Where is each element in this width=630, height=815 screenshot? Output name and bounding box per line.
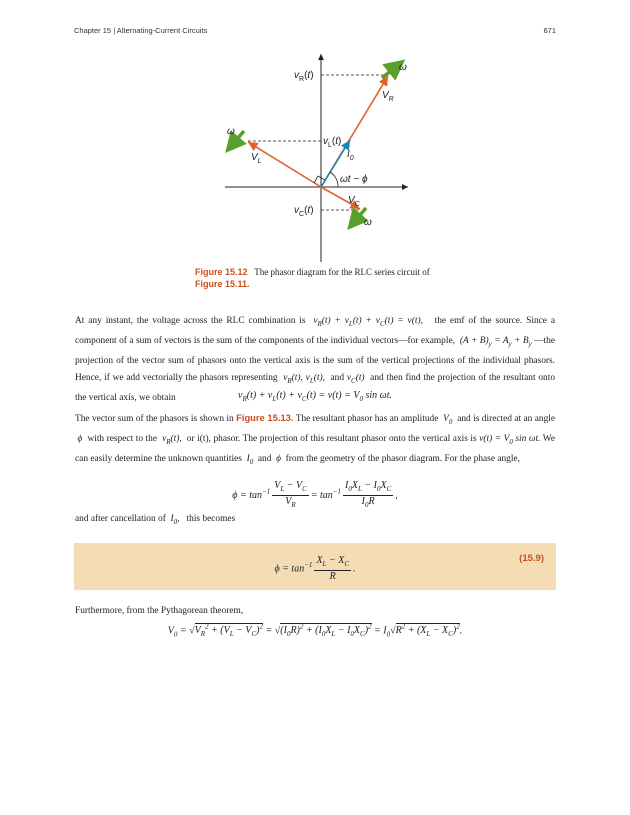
VR-label: $V_R$ [382, 90, 394, 103]
para2-text-b: The resultant phasor has an amplitude [295, 414, 439, 424]
equation-phase: $\phi = \tan^{-1}$ $\frac{V_L - V_C}{V_R}$ = $\tan^{-1}$ $\frac{I_0X_L - I_0X_C}{I_0R}$ , [232, 480, 398, 509]
omega-label: ω [227, 126, 235, 137]
figure-tag: Figure 15.12 [195, 267, 248, 277]
figure-reference-link[interactable]: Figure 15.13. [236, 412, 294, 423]
para1-text-a: At any instant, the voltage across the RLC combination is [75, 316, 306, 326]
VL-label: $V_L$ [251, 152, 262, 165]
phase-angle-arc [330, 172, 338, 187]
phase-angle-label: ωt − ϕ [340, 174, 368, 185]
omega-label: ω [364, 217, 372, 228]
equation-phase-reduced: $\phi = \tan^{-1}$ $\frac{X_L - X_C}{R}$ . [274, 555, 356, 582]
figure-caption [195, 266, 455, 290]
para2-text-g: and [257, 453, 272, 464]
page-number: 671 [543, 26, 556, 35]
para4-text: Furthermore, from the Pythagorean theorem, [75, 606, 244, 616]
I0-label: $I_0$ [347, 149, 354, 162]
para1-text-b: the emf of the source. Since a component of a sum of vectors is the sum of the components of the individual vectors—for example, [75, 316, 556, 346]
para1-text-d: and then find the projection of the resultant onto the vertical axis, we obtain [75, 372, 556, 403]
phasor-diagram [190, 48, 440, 263]
rotation-arrow-icon [382, 66, 397, 78]
para2-text-h: from the geometry of the phasor diagram. For the phase angle, [285, 453, 520, 464]
para1-text-c: —the projection of the vector sum of phasors onto the vertical axis is the sum of the vertical projections of the individual phasors. Hence, if we add vectorially the phasors representing [75, 335, 556, 383]
para3-text-b: this becomes [186, 514, 236, 524]
omega-label: ω [399, 62, 407, 73]
vC-t-label: $v_C(t)$ [294, 205, 314, 218]
equation-pythagorean: $V_0 = √V_R^2 + (V_L - V_C)^2 = √(I_0R)^2 + (I_0X_L - I_0X_C)^2 = I_0√R^2 + (X_L - X_C)^2$. [167, 623, 463, 639]
equation-box-15-9 [74, 543, 556, 590]
VC-label: $V_C$ [348, 195, 360, 208]
paragraph-3: and after cancellation of $I_0$, this becomes [75, 514, 236, 526]
caption-text: The phasor diagram for the RLC series circuit of [254, 267, 430, 277]
equation-sum: $v_R(t) + v_L(t) + v_C(t) = v(t) = V_0$ sin ωt. [238, 390, 392, 403]
para2-text-e: or i(t), phasor. The projection of this resultant phasor onto the vertical axis is [186, 433, 477, 444]
para2-text-c: and is directed at an angle [457, 414, 556, 424]
vR-t-label: $v_R(t)$ [294, 70, 314, 83]
paragraph-2: The vector sum of the phasors is shown in Figure 15.13. The resultant phasor has an amplitude $V_0$ and is directed at an angle ϕ with respect to the $v_R(t)$, or i(t), phasor. The projection of this resultant phasor onto the vertical axis is $v(t) = V_0$ sin ωt. We can easily determine the unknown quantities $I_0$ and ϕ from the geometry of the phasor diagram. For the phase angle, [75, 412, 556, 466]
para3-text-a: and after cancellation of [75, 514, 166, 524]
vL-t-label: $v_L(t)$ [323, 136, 342, 149]
para2-text-f: We can easily determine the unknown quantities [75, 433, 556, 464]
equation-number: (15.9) [519, 553, 544, 564]
para2-text-d: with respect to the [87, 433, 157, 444]
figure-reference-link[interactable]: Figure 15.11. [195, 279, 250, 289]
paragraph-4 [75, 603, 555, 620]
chapter-header: Chapter 15 | Alternating-Current Circuits [74, 26, 208, 35]
para2-text-a: The vector sum of the phasors is shown in [75, 414, 234, 424]
paragraph-1: At any instant, the voltage across the RLC combination is $v_R(t) + v_L(t) + v_C(t) = v(t)$, the emf of the source. Since a component of a sum of vectors is the sum of the components of the individual vectors—for example, $(A + B)_y = A_y + B_y$ —the projection of the vector sum of phasors onto the vertical axis is the sum of the vertical projections of the individual phasors. Hence, if we add vectorially the phasors representing $v_R(t)$, $v_L(t)$, and $v_C(t)$ and then find the projection of the resultant onto the vertical axis, we obtain [75, 316, 556, 403]
